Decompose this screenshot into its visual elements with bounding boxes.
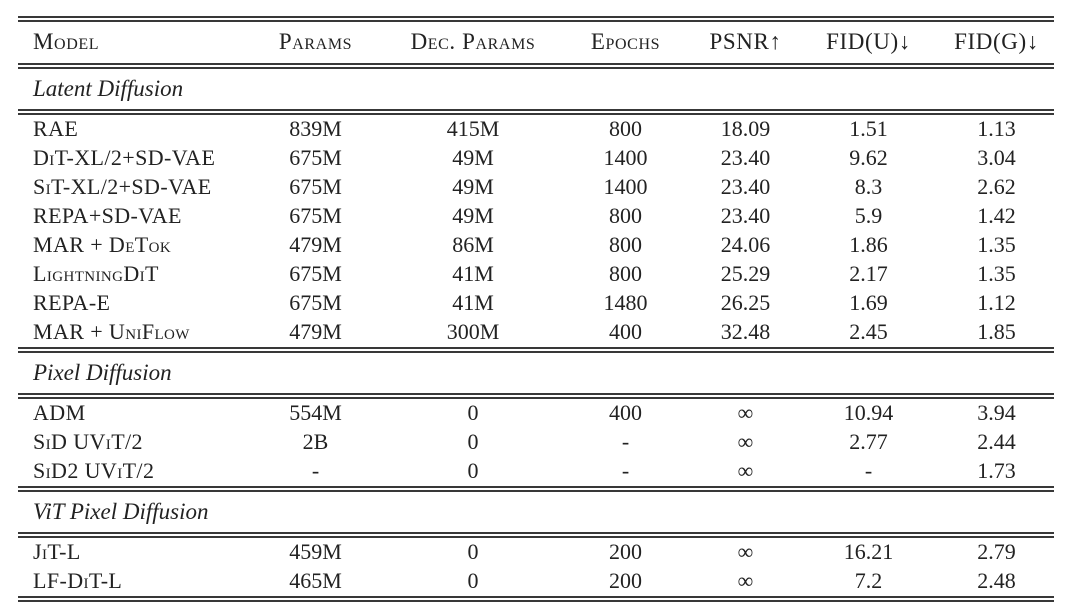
cell-dec_params: 0 bbox=[467, 400, 479, 425]
cell-fid_u: 5.9 bbox=[854, 203, 883, 228]
cell-model: REPA+SD-VAE bbox=[33, 203, 182, 228]
cell-params: 554M bbox=[289, 400, 342, 425]
column-header-model: Model bbox=[33, 29, 100, 54]
cell-epochs: 800 bbox=[609, 203, 642, 228]
cell-psnr: ∞ bbox=[737, 458, 754, 483]
cell-dec_params: 49M bbox=[452, 145, 494, 170]
cell-model: LF-DiT-L bbox=[33, 568, 123, 593]
section-header-row bbox=[18, 66, 1054, 112]
cell-params: 675M bbox=[289, 174, 342, 199]
cell-model: SiD2 UViT/2 bbox=[33, 458, 155, 483]
cell-fid_g: 1.12 bbox=[977, 290, 1016, 315]
table-row bbox=[18, 567, 1054, 599]
table-row bbox=[18, 457, 1054, 489]
cell-fid_g: 3.04 bbox=[977, 145, 1016, 170]
cell-dec_params: 49M bbox=[452, 203, 494, 228]
cell-fid_u: 2.45 bbox=[849, 319, 888, 344]
cell-epochs: - bbox=[621, 458, 630, 483]
cell-psnr: 25.29 bbox=[720, 261, 771, 286]
cell-model: LightningDiT bbox=[33, 261, 159, 286]
cell-fid_u: 1.51 bbox=[849, 116, 888, 141]
header-row bbox=[18, 19, 1054, 66]
cell-params: 2B bbox=[302, 429, 329, 454]
cell-psnr: 23.40 bbox=[720, 145, 771, 170]
column-header-epochs: Epochs bbox=[590, 29, 661, 54]
cell-dec_params: 300M bbox=[446, 319, 500, 344]
cell-model: RAE bbox=[33, 116, 79, 141]
cell-dec_params: 415M bbox=[446, 116, 500, 141]
cell-fid_u: 7.2 bbox=[854, 568, 883, 593]
cell-fid_u: 10.94 bbox=[843, 400, 894, 425]
cell-model: ADM bbox=[33, 400, 86, 425]
cell-epochs: 1480 bbox=[603, 290, 648, 315]
table-section bbox=[18, 66, 1054, 350]
cell-params: 675M bbox=[289, 203, 342, 228]
cell-params: 479M bbox=[289, 319, 342, 344]
section-header-row bbox=[18, 350, 1054, 396]
cell-epochs: 800 bbox=[609, 116, 642, 141]
cell-fid_u: 9.62 bbox=[849, 145, 888, 170]
cell-psnr: 24.06 bbox=[720, 232, 771, 257]
cell-params: - bbox=[311, 458, 320, 483]
section-title: Latent Diffusion bbox=[33, 76, 184, 101]
cell-fid_g: 2.48 bbox=[977, 568, 1016, 593]
cell-params: 675M bbox=[289, 290, 342, 315]
cell-fid_g: 1.42 bbox=[977, 203, 1016, 228]
cell-fid_u: 1.69 bbox=[849, 290, 888, 315]
cell-psnr: 32.48 bbox=[720, 319, 771, 344]
cell-psnr: 26.25 bbox=[720, 290, 771, 315]
cell-epochs: 200 bbox=[609, 568, 642, 593]
cell-fid_g: 2.62 bbox=[977, 174, 1016, 199]
cell-dec_params: 0 bbox=[467, 458, 479, 483]
table-row bbox=[18, 289, 1054, 318]
cell-fid_g: 1.73 bbox=[977, 458, 1016, 483]
cell-psnr: 23.40 bbox=[720, 174, 771, 199]
cell-model: SiT-XL/2+SD-VAE bbox=[33, 174, 212, 199]
column-header-params: Params bbox=[278, 29, 353, 54]
cell-psnr: ∞ bbox=[737, 568, 754, 593]
cell-fid_g: 1.85 bbox=[977, 319, 1016, 344]
cell-model: DiT-XL/2+SD-VAE bbox=[33, 145, 216, 170]
table-row bbox=[18, 428, 1054, 457]
cell-dec_params: 0 bbox=[467, 568, 479, 593]
cell-dec_params: 86M bbox=[452, 232, 494, 257]
cell-epochs: - bbox=[621, 429, 630, 454]
table-row bbox=[18, 318, 1054, 350]
cell-fid_u: - bbox=[864, 458, 873, 483]
table-row bbox=[18, 231, 1054, 260]
cell-epochs: 400 bbox=[609, 400, 642, 425]
table-section bbox=[18, 350, 1054, 489]
cell-fid_u: 2.17 bbox=[849, 261, 888, 286]
section-header-row bbox=[18, 489, 1054, 535]
cell-params: 839M bbox=[289, 116, 342, 141]
cell-dec_params: 41M bbox=[452, 290, 494, 315]
cell-fid_g: 3.94 bbox=[977, 400, 1016, 425]
cell-psnr: 18.09 bbox=[720, 116, 771, 141]
table-row bbox=[18, 535, 1054, 567]
cell-dec_params: 0 bbox=[467, 429, 479, 454]
cell-fid_g: 1.13 bbox=[977, 116, 1016, 141]
cell-params: 675M bbox=[289, 261, 342, 286]
cell-epochs: 1400 bbox=[603, 174, 648, 199]
cell-dec_params: 0 bbox=[467, 539, 479, 564]
cell-psnr: ∞ bbox=[737, 539, 754, 564]
cell-psnr: 23.40 bbox=[720, 203, 771, 228]
table-row bbox=[18, 112, 1054, 144]
cell-fid_g: 1.35 bbox=[977, 261, 1016, 286]
cell-fid_u: 1.86 bbox=[849, 232, 888, 257]
table-row bbox=[18, 202, 1054, 231]
column-header-psnr: PSNR↑ bbox=[709, 29, 782, 54]
cell-dec_params: 41M bbox=[452, 261, 494, 286]
cell-psnr: ∞ bbox=[737, 400, 754, 425]
cell-params: 465M bbox=[289, 568, 342, 593]
table-row bbox=[18, 144, 1054, 173]
table-header bbox=[18, 19, 1054, 66]
cell-fid_g: 2.79 bbox=[977, 539, 1016, 564]
cell-fid_u: 2.77 bbox=[849, 429, 888, 454]
cell-fid_u: 16.21 bbox=[843, 539, 894, 564]
table-row bbox=[18, 260, 1054, 289]
cell-model: REPA-E bbox=[33, 290, 111, 315]
cell-params: 459M bbox=[289, 539, 342, 564]
cell-epochs: 800 bbox=[609, 232, 642, 257]
cell-params: 675M bbox=[289, 145, 342, 170]
cell-psnr: ∞ bbox=[737, 429, 754, 454]
cell-fid_g: 2.44 bbox=[977, 429, 1016, 454]
cell-model: MAR + UniFlow bbox=[33, 319, 190, 344]
section-title: ViT Pixel Diffusion bbox=[33, 499, 209, 524]
cell-epochs: 400 bbox=[609, 319, 642, 344]
cell-fid_g: 1.35 bbox=[977, 232, 1016, 257]
cell-dec_params: 49M bbox=[452, 174, 494, 199]
column-header-dec_params: Dec. Params bbox=[410, 29, 536, 54]
cell-fid_u: 8.3 bbox=[854, 174, 883, 199]
section-title: Pixel Diffusion bbox=[33, 360, 172, 385]
results-table bbox=[18, 16, 1054, 602]
table-row bbox=[18, 396, 1054, 428]
cell-epochs: 1400 bbox=[603, 145, 648, 170]
column-header-fid_g: FID(G)↓ bbox=[954, 29, 1039, 54]
cell-model: MAR + DeTok bbox=[33, 232, 172, 257]
cell-params: 479M bbox=[289, 232, 342, 257]
cell-model: SiD UViT/2 bbox=[33, 429, 143, 454]
column-header-fid_u: FID(U)↓ bbox=[826, 29, 911, 54]
cell-epochs: 800 bbox=[609, 261, 642, 286]
table-section bbox=[18, 489, 1054, 599]
cell-model: JiT-L bbox=[33, 539, 81, 564]
cell-epochs: 200 bbox=[609, 539, 642, 564]
paper-results-table-container bbox=[18, 16, 1054, 602]
table-row bbox=[18, 173, 1054, 202]
